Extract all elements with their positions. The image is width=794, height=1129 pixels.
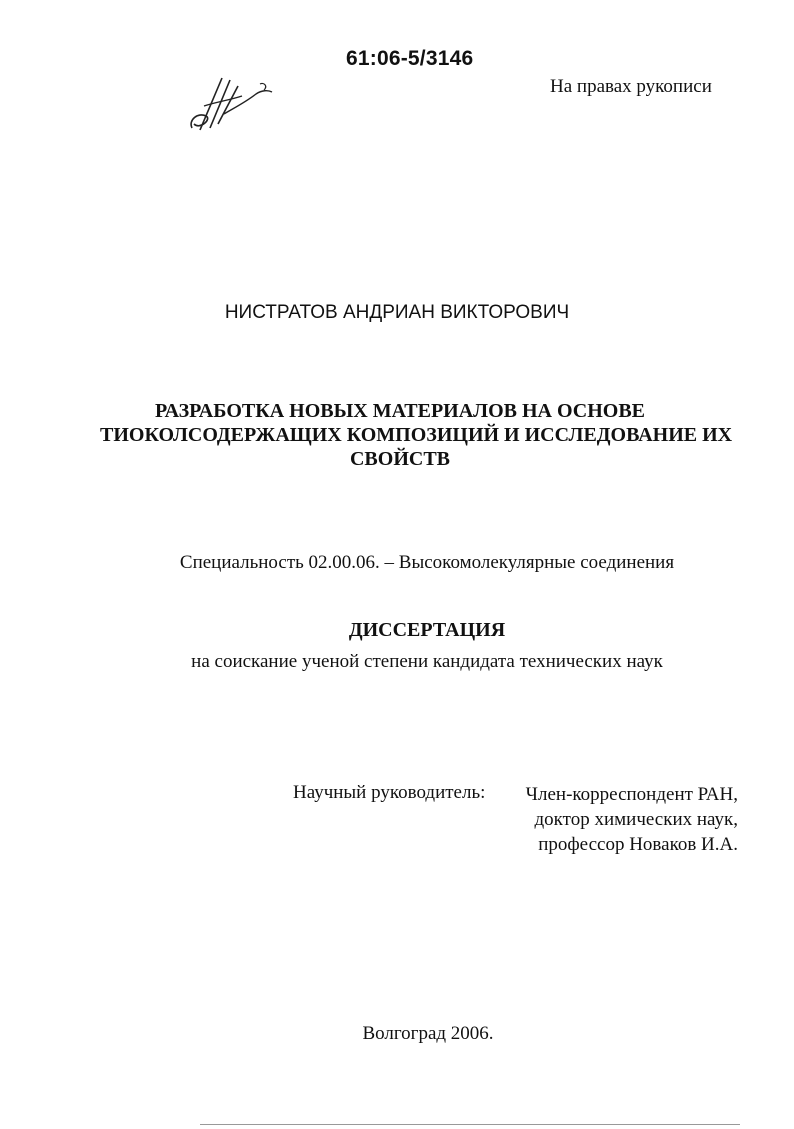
title-line: СВОЙСТВ [349,448,451,470]
manuscript-rights-notice: На правах рукописи [550,76,712,97]
title-line: РАЗРАБОТКА НОВЫХ МАТЕРИАЛОВ НА ОСНОВЕ [154,400,646,422]
supervisor-line: доктор химических наук, [534,809,738,830]
handwritten-signature [186,72,276,134]
author-name: НИСТРАТОВ АНДРИАН ВИКТОРОВИЧ [224,302,570,323]
catalog-number: 61:06-5/3146 [346,47,474,70]
title-line: ТИОКОЛСОДЕРЖАЩИХ КОМПОЗИЦИЙ И ИССЛЕДОВАНИЕ ИХ [100,424,733,446]
place-and-year: Волгоград 2006. [362,1023,494,1044]
supervisor-line: Член-корреспондент РАН, [525,784,738,805]
supervisor-details [500,782,738,857]
document-type-heading: ДИССЕРТАЦИЯ [348,619,506,641]
degree-line: на соискание ученой степени кандидата технических наук [191,651,663,672]
supervisor-line: профессор Новаков И.А. [538,834,738,855]
supervisor-label: Научный руководитель: [293,782,486,803]
scan-edge-divider [200,1124,740,1125]
specialty-line: Специальность 02.00.06. – Высокомолекулярные соединения [179,552,675,573]
dissertation-title [100,399,733,471]
